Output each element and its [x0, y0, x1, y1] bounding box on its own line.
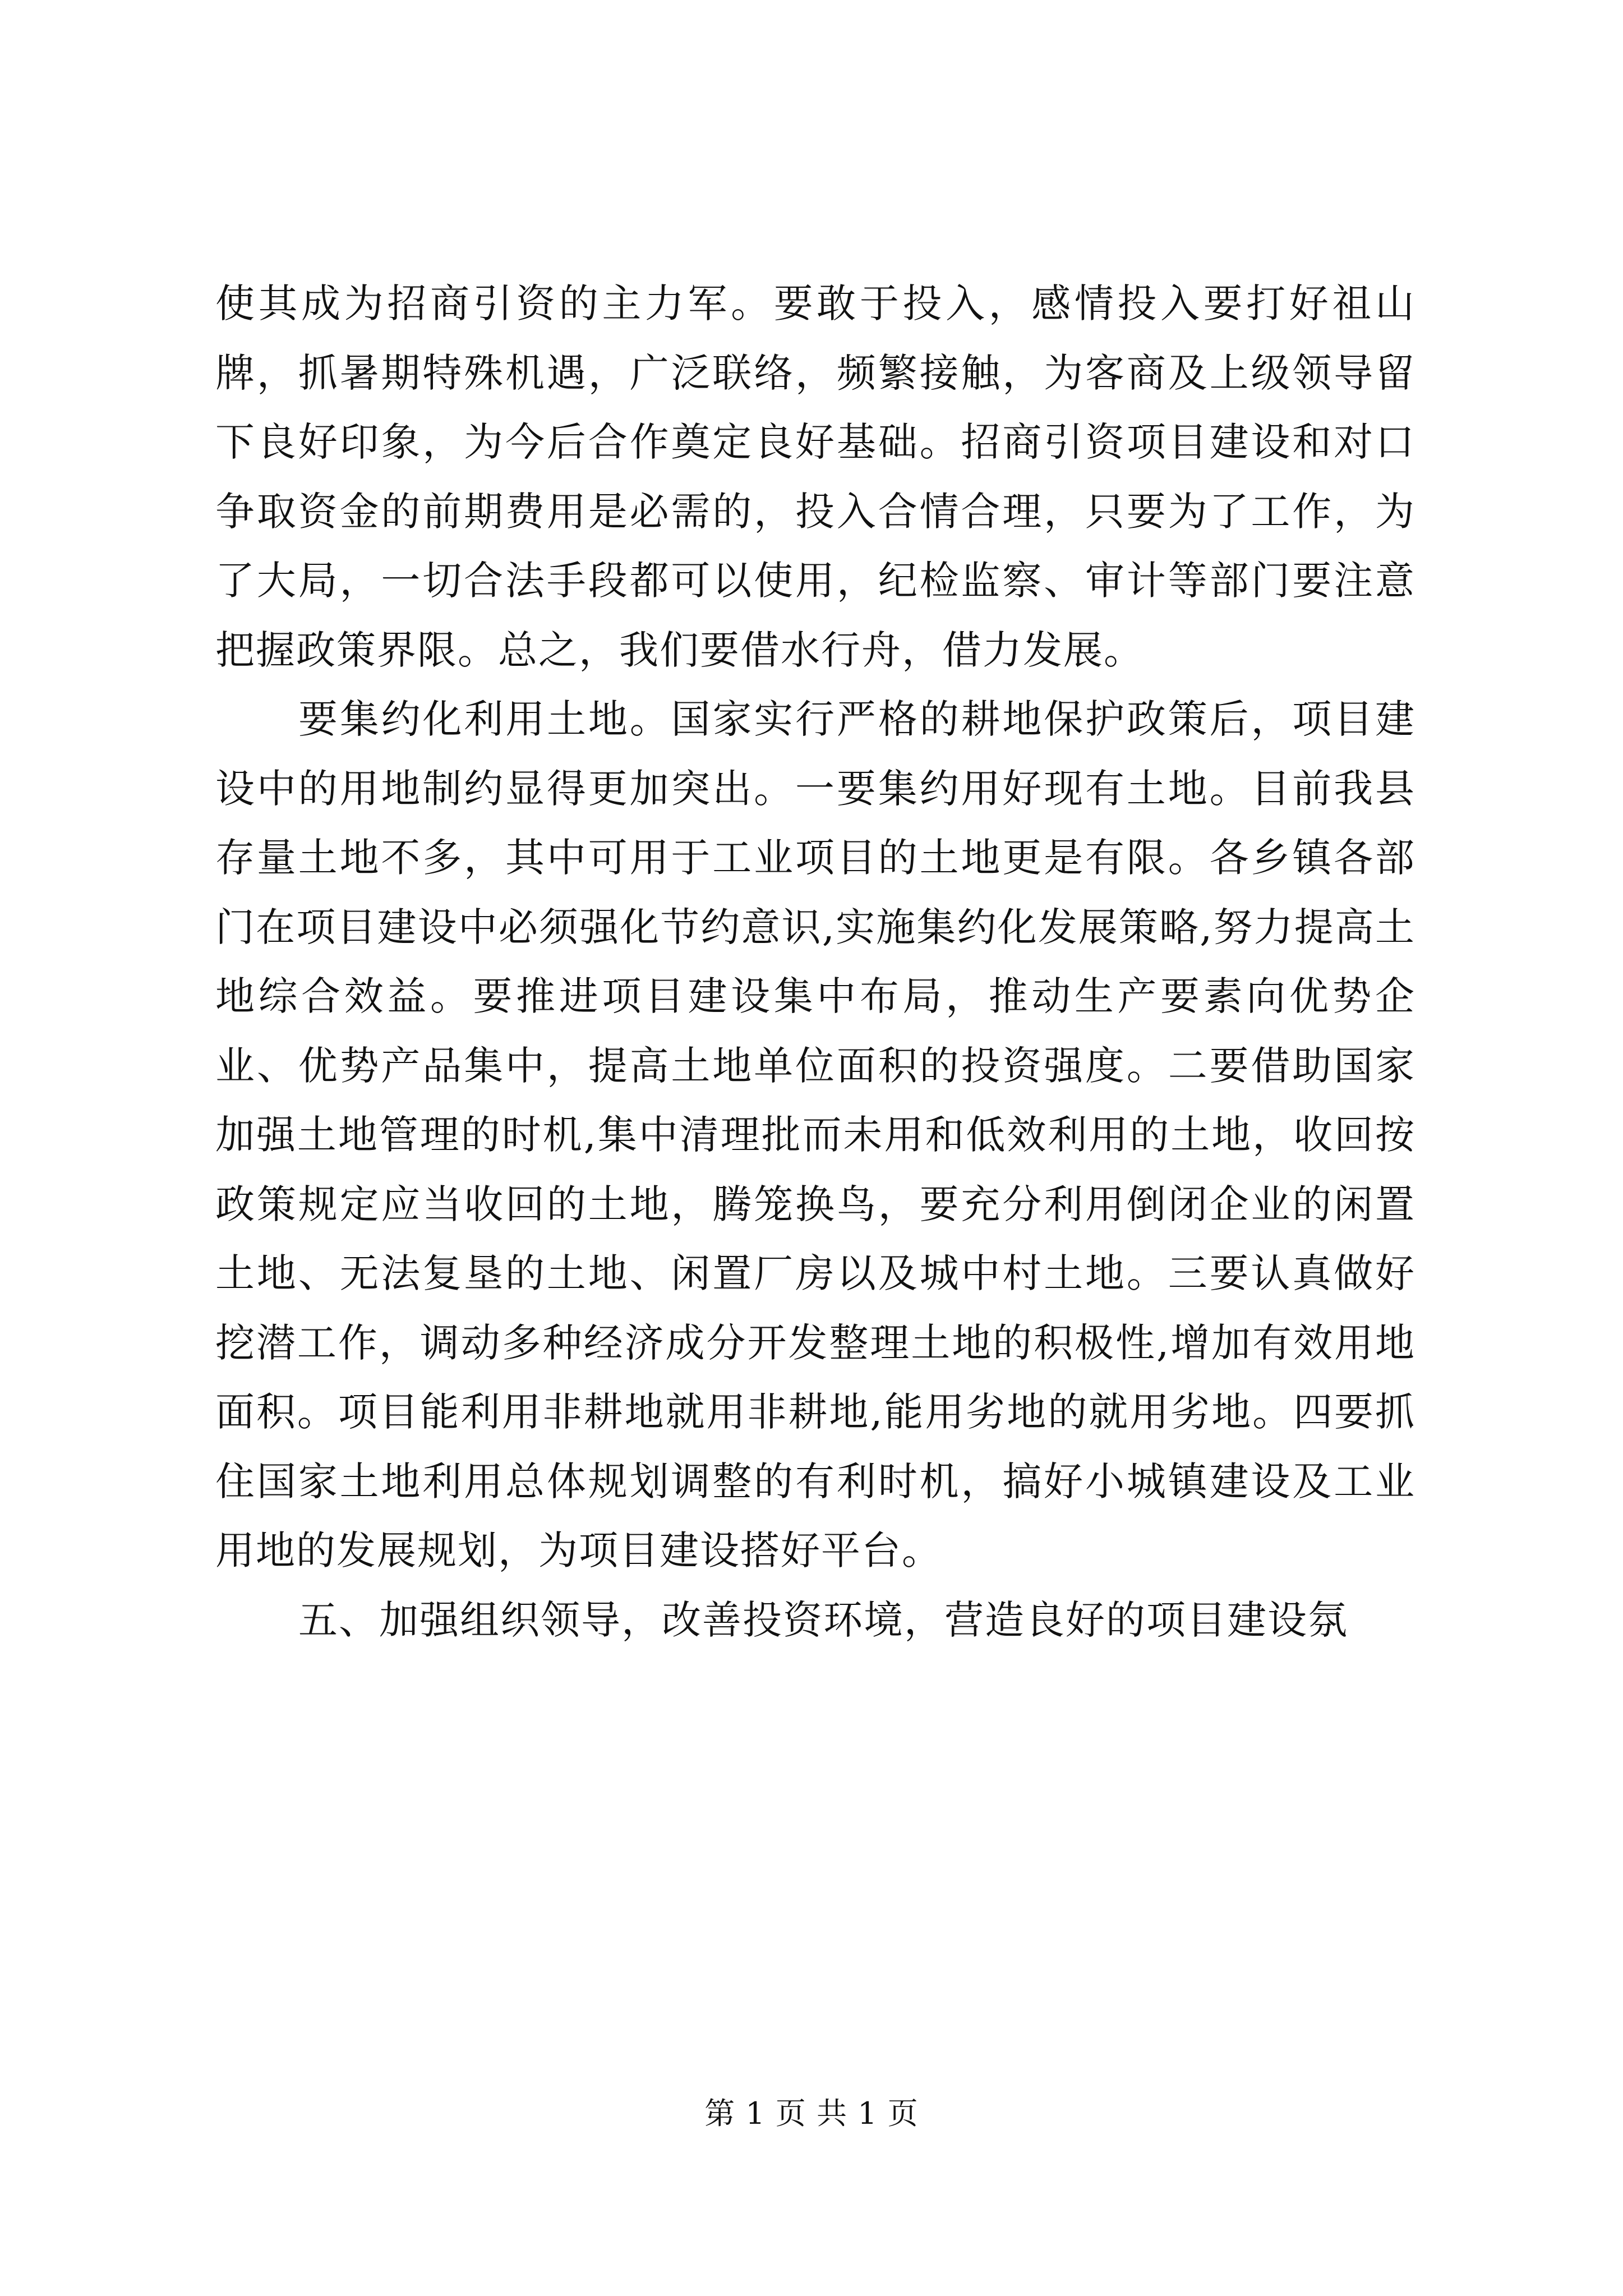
- page-footer: 第 1 页 共 1 页: [704, 2096, 919, 2131]
- document-body: [215, 269, 1415, 1655]
- paragraph-continued: 使其成为招商引资的主力军。要敢于投入，感情投入要打好祖山牌，抓暑期特殊机遇，广泛联络，频繁接触，为客商及上级领导留下良好印象，为今后合作奠定良好基础。招商引资项目建设和对口争取资金的前期费用是必需的，投入合情合理，只要为了工作，为了大局，一切合法手段都可以使用，纪检监察、审计等部门要注意把握政策界限。总之，我们要借水行舟，借力发展。: [215, 280, 1415, 673]
- paragraph-land-use: 要集约化利用土地。国家实行严格的耕地保护政策后，项目建设中的用地制约显得更加突出。一要集约用好现有土地。目前我县存量土地不多，其中可用于工业项目的土地更是有限。各乡镇各部门在项目建设中必须强化节约意识,实施集约化发展策略,努力提高土地综合效益。要推进项目建设集中布局，推动生产要素向优势企业、优势产品集中，提高土地单位面积的投资强度。二要借助国家加强土地管理的时机,集中清理批而未用和低效利用的土地，收回按政策规定应当收回的土地，腾笼换鸟，要充分利用倒闭企业的闲置土地、无法复垦的土地、闲置厂房以及城中村土地。三要认真做好挖潜工作，调动多种经济成分开发整理土地的积极性,增加有效用地面积。项目能利用非耕地就用非耕地,能用劣地的就用劣地。四要抓住国家土地利用总体规划调整的有利时机，搞好小城镇建设及工业用地的发展规划，为项目建设搭好平台。: [215, 696, 1415, 1573]
- section-heading-five: 五、加强组织领导，改善投资环境，营造良好的项目建设氛: [298, 1596, 1348, 1643]
